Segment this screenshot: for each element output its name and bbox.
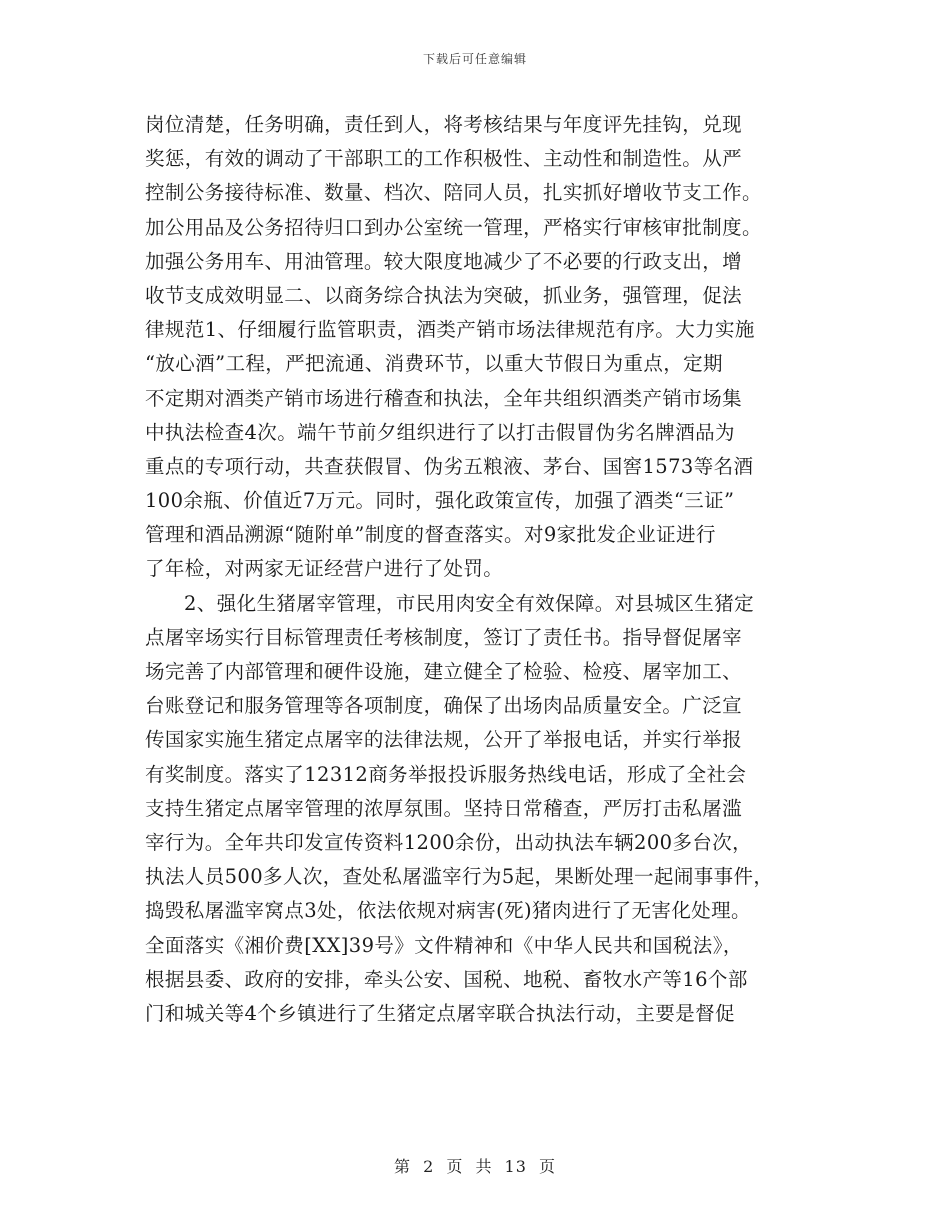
- text-line: 门和城关等4个乡镇进行了生猪定点屠宰联合执法行动，主要是督促: [145, 1001, 735, 1025]
- text-line: 律规范1、仔细履行监管职责，酒类产销市场法律规范有序。大力实施: [145, 318, 755, 342]
- text-line: 场完善了内部管理和硬件设施，建立健全了检验、检疫、屠宰加工、: [145, 660, 743, 683]
- text-line: 管理和酒品溯源“随附单”制度的督查落实。对9家批发企业证进行: [145, 523, 716, 547]
- text-line: 奖惩，有效的调动了干部职工的工作积极性、主动性和制造性。从严: [145, 147, 743, 171]
- text-line: 收节支成效明显二、以商务综合执法为突破，抓业务，强管理，促法: [145, 283, 743, 307]
- text-line: 捣毁私屠滥宰窝点3处，依法依规对病害(死)猪肉进行了无害化处理。: [145, 899, 751, 923]
- text-line: 控制公务接待标准、数量、档次、陪同人员，扎实抓好增收节支工作。: [145, 181, 762, 205]
- text-line: 100余瓶、价值近7万元。同时，强化政策宣传，加强了酒类“三证”: [145, 489, 735, 513]
- text-line: 宰行为。全年共印发宣传资料1200余份，出动执法车辆200多台次，: [145, 830, 753, 854]
- text-line: 执法人员500多人次，查处私屠滥宰行为5起，果断处理一起闹事事件，: [145, 865, 774, 889]
- text-line: 重点的专项行动，共查获假冒、伪劣五粮液、茅台、国窖1573等名酒: [145, 454, 754, 478]
- page-number-footer: 第 2 页 共 13 页: [394, 1157, 556, 1176]
- text-line: 有奖制度。落实了12312商务举报投诉服务热线电话，形成了全社会: [145, 762, 747, 786]
- paragraph-start-line: 2、强化生猪屠宰管理，市民用肉安全有效保障。对县城区生猪定: [184, 591, 755, 615]
- body-text: [145, 108, 825, 1031]
- text-line: 台账登记和服务管理等各项制度，确保了出场肉品质量安全。广泛宣: [145, 694, 743, 718]
- text-line: 加强公务用车、用油管理。较大限度地减少了不必要的行政支出，增: [145, 249, 743, 273]
- page-header: 下载后可任意编辑: [422, 52, 527, 66]
- text-line: 不定期对酒类产销市场进行稽查和执法，全年共组织酒类产销市场集: [145, 386, 743, 410]
- text-line: 传国家实施生猪定点屠宰的法律法规，公开了举报电话，并实行举报: [145, 728, 743, 752]
- text-line: 支持生猪定点屠宰管理的浓厚氛围。坚持日常稽查，严厉打击私屠滥: [145, 796, 743, 820]
- text-line: 根据县委、政府的安排，牵头公安、国税、地税、畜牧水产等16个部: [145, 967, 748, 991]
- text-line: 加公用品及公务招待归口到办公室统一管理，严格实行审核审批制度。: [145, 215, 762, 239]
- text-line: 全面落实《湘价费[XX]39号》文件精神和《中华人民共和国税法》，: [145, 933, 743, 957]
- text-line: “放心酒”工程，严把流通、消费环节，以重大节假日为重点，定期: [145, 352, 723, 376]
- text-line: 点屠宰场实行目标管理责任考核制度，签订了责任书。指导督促屠宰: [145, 625, 743, 649]
- text-line: 了年检，对两家无证经营户进行了处罚。: [145, 557, 504, 581]
- text-line: 中执法检查4次。端午节前夕组织进行了以打击假冒伪劣名牌酒品为: [145, 420, 735, 444]
- text-line: 岗位清楚，任务明确，责任到人，将考核结果与年度评先挂钩，兑现: [145, 113, 743, 136]
